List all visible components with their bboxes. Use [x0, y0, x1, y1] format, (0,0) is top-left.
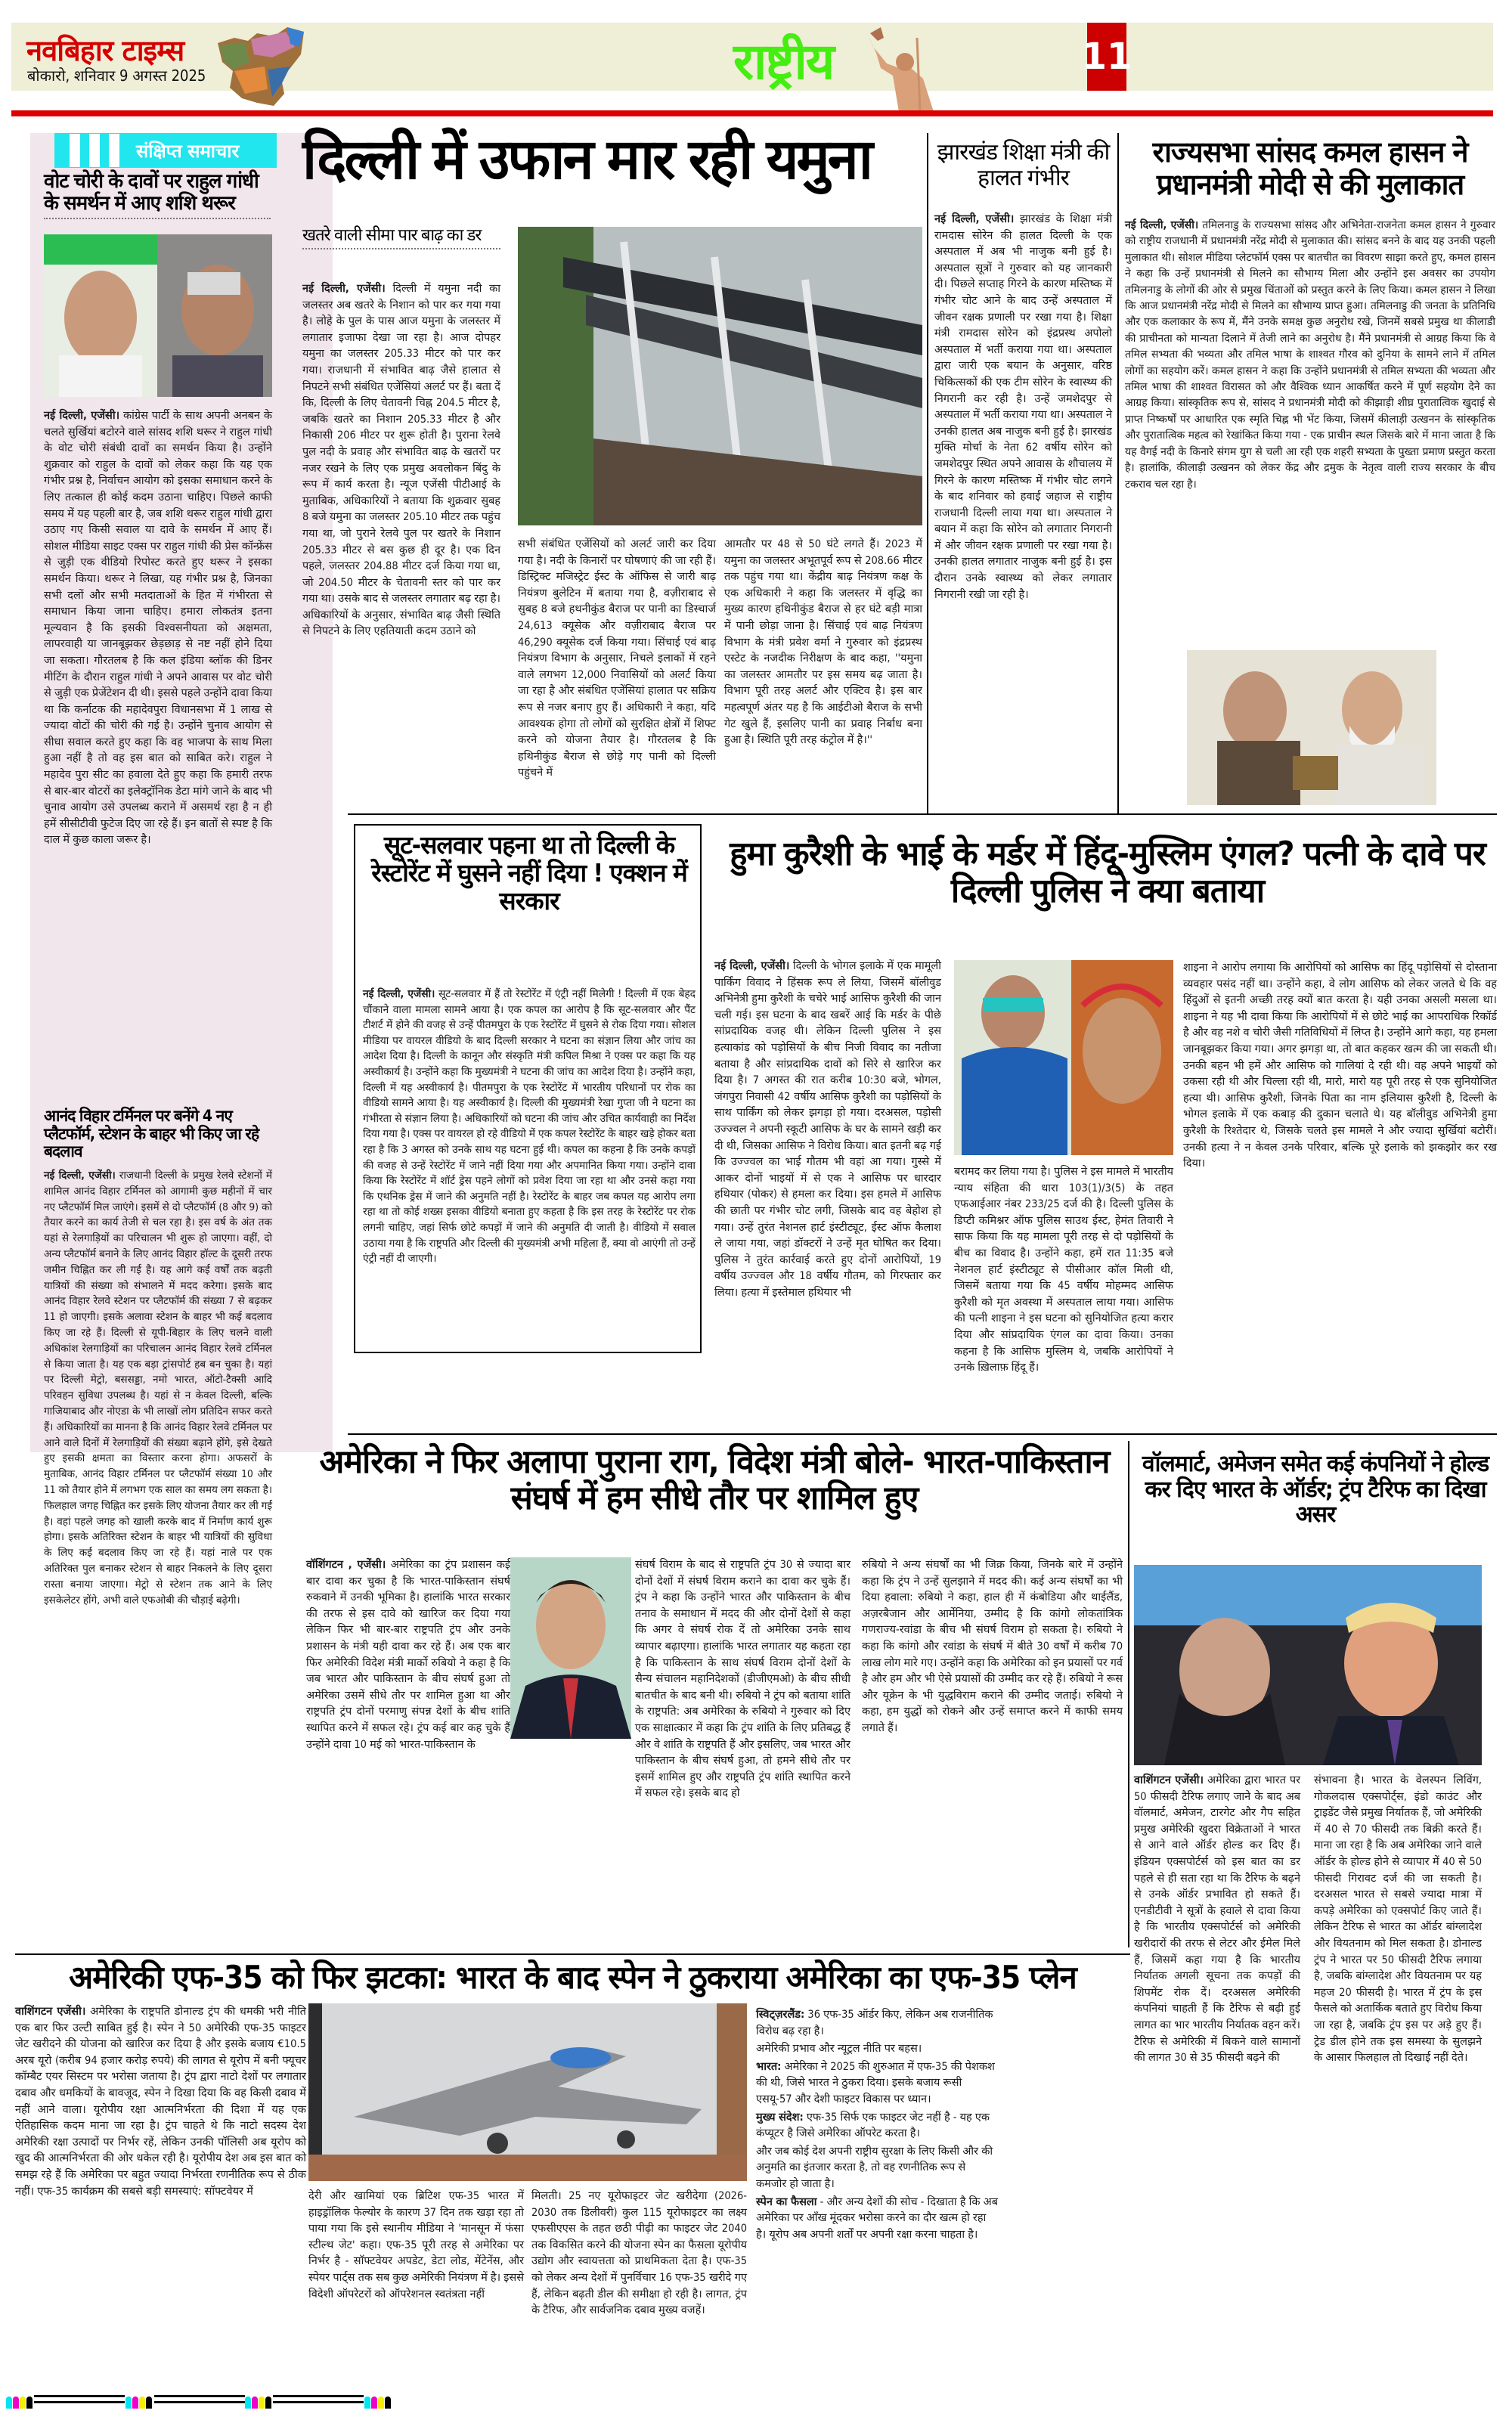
bullet-label: मुख्य संदेश:: [756, 2111, 804, 2124]
huma-col3: शाइना ने आरोप लगाया कि आरोपियों को आसिफ का हिंदू पड़ोसियों से दोस्ताना व्यवहार पसंद नहीं था। उन्होंने कहा, वे लोग आसिफ को लेकर जलते थे कि वह हिंदुओं से इतनी अच्छी तरह क्यों बात करता है। यही उनका असली मसला था। शाइना ने यह भी दावा किया कि आरोपियों में से छोटे भाई का आपराधिक रिकॉर्ड है और वह नशे व चोरी जैसी गतिविधियों में लिप्त है। उन्होंने आगे कहा, यह हमला जानबूझकर किया गया। अगर झगड़ा था, तो बात कहकर खत्म की जा सकती थी। उनकी बहन भी हमें और आसिफ को गालियां दे रही थी। वह अपने भाइयों को उकसा रही थी और चिल्ला रही थी, मारो, मारो यह पूरी तरह से एक सुनियोजित हत्या थी। आसिफ कुरैशी, जिनके पिता का नाम इलियास कुरैशी है, दिल्ली के भोगल इलाके में एक कबाड़ की दुकान चलाते थे। यह बॉलीवुड अभिनेत्री हुमा कुरैशी के रिश्तेदार थे, जिसके चलते इस मामले ने और ज्यादा सुर्खियां बटोरीं। उनकी हत्या ने न केवल उनके परिवार, बल्कि पूरे इलाके को झकझोर कर रख दिया।: [1183, 962, 1497, 1170]
brief-section-tag: [54, 133, 277, 168]
kamal-headline: राज्यसभा सांसद कमल हासन ने प्रधानमंत्री मोदी से की मुलाकात: [1152, 135, 1468, 201]
kamal-body: [1125, 218, 1495, 493]
bullet-text: एफ-35 सिर्फ एक फाइटर जेट नहीं है - यह एक कंप्यूटर है जिसे अमेरिका ऑपरेट करता है।: [756, 2111, 990, 2140]
bullet-label: स्पेन का फैसला: [756, 2195, 817, 2208]
brief-tag-label: संक्षिप्त समाचार: [136, 140, 240, 162]
huma-col1: [714, 959, 941, 1301]
usa-pak-col1: [306, 1557, 510, 1753]
yamuna-bridge-photo: [518, 227, 922, 525]
brief-story1-text: कांग्रेस पार्टी के साथ अपनी अनबन के चलते सुर्खियां बटोरने वाले सांसद शशि थरूर ने राहुल गांधी के वोट चोरी संबंधी दावों का समर्थन किया है। उन्होंने शुक्रवार को राहुल के दावों को लेकर कहा कि यह एक गंभीर प्रश्न है, निर्वाचन आयोग को इसका समाधान करने के लिए तत्काल ही कोई कदम उठाना चाहिए। पिछले काफी समय में यह पहली बार है, जब शशि थरूर राहुल गांधी द्वारा उठाए गए किसी सवाल या दावे के समर्थन में आए हैं। सोशल मीडिया साइट एक्स पर राहुल गांधी की प्रेस कॉन्फ्रेंस से जुड़ी एक वीडियो रिपोस्ट करते हुए थरूर ने इसका समर्थन किया। थरूर ने लिखा, यह गंभीर प्रश्न है, जिनका सभी दलों और सभी मतदाताओं के हित में गंभीरता से समाधान किया जाना चाहिए। हमारा लोकतंत्र इतना मूल्यवान है कि इसकी विश्वसनीयता को अक्षमता, लापरवाही या जानबूझकर छेड़छाड़ से नष्ट नहीं होने दिया जा सकता। गौरतलब है कि कल इंडिया ब्लॉक की डिनर मीटिंग के दौरान राहुल गांधी ने अपने आवास पर वोट चोरी से जुड़ी एक प्रेजेंटेशन दी थी। इससे पहले उन्होंने दावा किया था कि कर्नाटक की महादेवपुरा विधानसभा में 1 लाख से ज्यादा वोटों की चोरी की गई है। उन्होंने चुनाव आयोग से सीधा सवाल करते हुए कहा कि वह भाजपा के साथ मिला हुआ नहीं है तो वह इस बात को साबित करे। राहुल ने महादेव पुरा सीट का हवाला देते हुए कहा कि हमारी तरफ से बार-बार वोटरों का इलेक्ट्रॉनिक डेटा मांगे जाने के बाद भी चुनाव आयोग उसे उपलब्ध कराने में असमर्थ रहा है न ही हमें सीसीटीवी फुटेज दिए जा रहे हैं। इन बातों से स्पष्ट है कि दाल में कुछ काला जरूर है।: [44, 410, 272, 847]
jharkhand-body: [934, 212, 1112, 603]
bullet-label: स्विट्ज़रलैंड:: [756, 2009, 805, 2021]
edition-dateline: बोकारो, शनिवार 9 अगस्त 2025: [27, 67, 206, 85]
register-line: [273, 2395, 364, 2406]
bullet-text: और जब कोई देश अपनी राष्ट्रीय सुरक्षा के लिए किसी और की अनुमति का इंतजार करता है, तो वह रणनीतिक रूप से कमजोर हो जाता है।: [756, 2145, 993, 2190]
page-number-box: 11: [1087, 23, 1126, 91]
bridge-photo-icon: [518, 227, 922, 525]
f35-bullet-switzerland: [756, 2007, 998, 2040]
rubio-portrait-icon: [510, 1557, 631, 1739]
f35-dateline: वाशिंगटन एजेंसी।: [15, 2005, 86, 2018]
masthead-rule: [11, 110, 1493, 116]
statue-illustration-icon: [850, 23, 941, 112]
f35-bullet-list: [756, 2007, 998, 2243]
yamuna-col2: सभी संबंधित एजेंसियों को अलर्ट जारी कर दिया गया है। नदी के किनारों पर घोषणाएं की जा रही हैं। डिस्ट्रिक्ट मजिस्ट्रेट ईस्ट के ऑफिस से जारी बाढ़ नियंत्रण बुलेटिन में बताया गया है, वज़ीराबाद से सुबह 8 बजे हथनीकुंड बैराज पर पानी का डिस्चार्ज 24,613 क्यूसेक और वज़ीराबाद बैराज पर 46,290 क्यूसेक दर्ज किया गया। सिंचाई एवं बाढ़ नियंत्रण विभाग के अनुसार, निचले इलाकों में रहने वाले लगभग 12,000 निवासियों को अलर्ट किया जा रहा है और संबंधित एजेंसियां हालात पर सक्रिय रूप से नजर बनाए हुए हैं। अधिकारी ने कहा, यदि आवश्यक होगा तो लोगों को सुरक्षित क्षेत्रों में शिफ्ट करने को योजना तैयार है। गौरतलब है कि हथिनीकुंड बैराज से छोड़े गए पानी को दिल्ली पहुंचने में: [518, 538, 716, 779]
f35-headline: अमेरिकी एफ-35 को फिर झटका: भारत के बाद स्पेन ने ठुकराया अमेरिका का एफ-35 प्लेन: [69, 1959, 1077, 1996]
yamuna-col1-text: दिल्ली में यमुना नदी का जलस्तर अब खतरे के निशान को पार कर गया गया है। लोहे के पुल के पास आज यमुना के जलस्तर में लगातार इजाफा देखा जा रहा है। आज दोपहर यमुना का जलस्तर 205.33 मीटर को पार कर गया। राजधानी में संभावित बाढ़ जैसे हालात से निपटने सभी संबंधित एजेंसियां अलर्ट पर हैं। बता दें कि, दिल्ली के लिए चेतावनी चिह्न 204.5 मीटर है, जबकि खतरे का निशान 205.33 मीटर है और निकासी 206 मीटर पर शुरू होती है। पुराना रेलवे पुल नदी के प्रवाह और संभावित बाढ़ के खतरों पर नजर रखने के लिए एक प्रमुख अवलोकन बिंदु के रूप में कार्य करता है। न्यूज एजेंसी पीटीआई के मुताबिक, अधिकारियों ने बताया कि शुक्रवार सुबह 8 बजे यमुना का जलस्तर 205.10 मीटर तक पहुंच गया था, जो पुराने रेलवे पुल पर खतरे के निशान 205.33 मीटर से बस कुछ ही दूर है। एक दिन पहले, जलस्तर 204.88 मीटर दर्ज किया गया था, जो 204.50 मीटर के चेतावनी स्तर को पार कर गया था। उसके बाद से जलस्तर लगातार बढ़ रहा है। अधिकारियों के अनुसार, संभावित बाढ़ जैसी स्थिति से निपटने के लिए एहतियाती कदम उठाने को: [302, 283, 500, 638]
walmart-col1-text: अमेरिका द्वारा भारत पर 50 फीसदी टैरिफ लगाए जाने के बाद अब वॉलमार्ट, अमेजन, टारगेट और गैप सहित प्रमुख अमेरिकी खुदरा विक्रेताओं ने भारत से आने वाले ऑर्डर होल्ड कर दिए हैं। इंडियन एक्सपोर्टर्स को इस बात का डर पहले से ही सता रहा था कि टैरिफ के बढ़ने से उनके ऑर्डर प्रभावित हो सकते हैं। एनडीटीवी ने सूत्रों के हवाले से दावा किया है कि भारतीय एक्सपोर्टर्स को अमेरिकी खरीदारों की तरफ से लेटर और ईमेल मिले हैं, जिसमें कहा गया है कि भारतीय निर्यातक अगली सूचना तक कपड़ों की शिपमेंट रोक दें। दरअसल अमेरिकी कंपनियां चाहती हैं कि टैरिफ से बढ़ी हुई लागत का भार भारतीय निर्यातक वहन करें। टैरिफ से अमेरिकी में बिकने वाले सामानों की लागत 30 से 35 फीसदी बढ़ने की: [1134, 1774, 1300, 2065]
cmyk-register-mark-icon: [6, 2396, 33, 2409]
walmart-dateline: वाशिंगटन एजेंसी।: [1134, 1774, 1204, 1786]
section-divider: [15, 1953, 1130, 1955]
bullet-text: अमेरिकी प्रभाव और न्यूट्रल नीति पर बहस।: [756, 2043, 922, 2056]
f35-bullet-spain: [756, 2195, 998, 2244]
bullet-label: भारत:: [756, 2060, 782, 2073]
kamal-text: तमिलनाडु के राज्यसभा सांसद और अभिनेता-राजनेता कमल हासन ने गुरुवार को राष्ट्रीय राजधानी में प्रधानमंत्री नरेंद्र मोदी से मुलाकात की। सांसद बनने के बाद यह उनकी पहली मुलाकात थी। सोशल मीडिया प्लेटफॉर्म एक्स पर बातचीत का विवरण साझा करते हुए, कमल हासन ने कहा कि उन्हें प्रधानमंत्री से मिलने का सौभाग्य मिला और उन्होंने इस अवसर का उपयोग तमिलनाडु के लोगों की ओर से प्रमुख चिंताओं को प्रस्तुत करने के लिए किया। कमल हासन ने लिखा कि आज प्रधानमंत्री नरेंद्र मोदी से मिलने का सौभाग्य प्राप्त हुआ। तमिलनाडु की जनता के प्रतिनिधि और एक कलाकार के रूप में, मैंने उनके समक्ष कुछ अनुरोध रखे, जिनमें सबसे प्रमुख था कीलाडी की प्राचीनता को मान्यता दिलाने में तेजी लाने का अनुरोध है। मैंने प्रधानमंत्री से आग्रह किया कि वे तमिल सभ्यता की भव्यता और तमिल भाषा के शाश्वत गौरव को दुनिया के सामने लाने में तमिल लोगों का सहयोग करें। कमल हासन ने कहा कि उन्होंने प्रधानमंत्री से तमिल सभ्यता की भव्यता और तमिल भाषा की शाश्वत विरासत को और वैश्विक ध्यान आकर्षित करने में पूर्ण सहयोग देने का आग्रह किया। सांस्कृतिक रूप से, सांसद ने प्रधानमंत्री मोदी को कीझाड़ी शीघ्र पुरातात्विक खुदाई से प्राप्त निष्कर्षों पर आधारित एक स्मृति चिह्न भी भेंट किया, जिसमें कीलाड़ी उत्खनन के सांस्कृतिक और पुरातात्विक महत्व को रेखांकित किया गया - एक प्राचीन स्थल जिसके बारे में माना जाता है कि यह वैगई नदी के किनारे संगम युग से चली आ रही एक शहरी सभ्यता के पुख्ता प्रमाण प्रस्तुत करता है। हालांकि, कीलाड़ी उत्खनन को लेकर केंद्र और द्रमुक के नेतृत्व वाली राज्य सरकार के बीच टकराव चल रहा है।: [1125, 219, 1495, 491]
brief-story1-body: [44, 408, 272, 849]
yamuna-dateline: नई दिल्ली, एजेंसी।: [302, 283, 386, 295]
yamuna-col3: आमतौर पर 48 से 50 घंटे लगते हैं। 2023 में यमुना का जलस्तर अभूतपूर्व रूप से 208.66 मीटर तक पहुंच गया था। केंद्रीय बाढ़ नियंत्रण कक्ष के एक अधिकारी ने कहा कि जलस्तर में वृद्धि का मुख्य कारण हथिनीकुंड बैराज से हर घंटे बड़ी मात्रा में पानी छोड़ा जाना है। सिंचाई एवं बाढ़ नियंत्रण विभाग के मंत्री प्रवेश वर्मा ने गुरुवार को इंद्रप्रस्थ एस्टेट के नजदीक निरीक्षण के बाद कहा, ''यमुना का जलस्तर आमतौर पर इस समय बढ़ जाता है। विभाग पूरी तरह अलर्ट और एक्टिव है। इस बार महत्वपूर्ण अंतर यह है कि आईटीओ बैराज के सभी गेट खुले हैं, इसलिए पानी का प्रवाह निर्बाध बना हुआ है। स्थिति पूरी तरह कंट्रोल में है।'': [724, 538, 922, 747]
register-line: [154, 2395, 245, 2406]
huma-col2: बरामद कर लिया गया है। पुलिस ने इस मामले में भारतीय न्याय संहिता की धारा 103(1)/3(5) के तहत एफआईआर नंबर 233/25 दर्ज की है। दिल्ली पुलिस के डिप्टी कमिश्नर ऑफ पुलिस साउथ ईस्ट, हेमंत तिवारी ने साफ किया कि यह मामला पूरी तरह से दो पड़ोसियों के बीच का विवाद है। उन्होंने कहा, हमें रात 11:35 बजे नेशनल हार्ट इंस्टीट्यूट से पीसीआर कॉल मिली थी, जिसमें बताया गया कि 45 वर्षीय मोहम्मद आसिफ कुरैशी को मृत अवस्था में अस्पताल लाया गया। आसिफ की पत्नी शाइना ने इस घटना को सुनियोजित हत्या करार दिया और सांप्रदायिक एंगल का दावा किया। उनका कहना है कि आसिफ मुस्लिम थे, जबकि आरोपियों ने उनके ख़िलाफ़ हिंदू हैं।: [954, 1166, 1173, 1374]
cmyk-register-mark-icon: [125, 2396, 152, 2409]
bullet-text: - और अन्य देशों की सोच - दिखाता है कि अब अमेरिका पर आँख मूंदकर भरोसा करने का दौर खत्म हो रहा है। यूरोप अब अपनी शर्तों पर अपनी रक्षा करना चाहता है।: [756, 2195, 999, 2241]
f35-col1-text: अमेरिका के राष्ट्रपति डोनाल्ड ट्रंप की धमकी भरी नीति एक बार फिर उल्टी साबित हुई है। स्पेन ने 50 अमेरिकी एफ-35 फाइटर जेट खरीदने की योजना को खारिज कर दिया है और इसके बजाय €10.5 अरब यूरो (करीब 94 हजार करोड़ रुपये) की लागत से यूरोप में बनी फ्यूचर कॉम्बैट एयर सिस्टम पर भरोसा जताया है। ट्रंप द्वारा नाटो देशों पर लगातार दबाव और धमकियों के बावजूद, स्पेन ने दिखा दिया कि वह किसी दबाव में नहीं आने वाला। यूरोपीय रक्षा आत्मनिर्भरता की दिशा में यह एक ऐतिहासिक कदम माना जा रहा है। ट्रंप चाहते थे कि नाटो सदस्य देश अमेरिकी रक्षा उत्पादों पर निर्भर रहें, लेकिन उनकी पॉलिसी अब यूरोप को खुद की आत्मनिर्भरता की ओर धकेल रही है। यूरोपीय देश अब इस बात को समझ रहे हैं कि अमेरिका पर बहुत ज्यादा निर्भरता रणनीतिक रूप से ठीक नहीं। एफ-35 कार्यक्रम की सबसे बड़ी समस्याएं: सॉफ्टवेयर में: [15, 2005, 306, 2198]
restaurant-headline: सूट-सलवार पहना था तो दिल्ली के रेस्टोरेंट में घुसने नहीं दिया ! एक्शन में सरकार: [371, 830, 687, 916]
usa-pak-headline: अमेरिका ने फिर अलापा पुराना राग, विदेश मंत्री बोले- भारत-पाकिस्तान संघर्ष में हम सीधे तौर पर शामिल हुए: [319, 1443, 1110, 1518]
meeting-photo-icon: [1187, 650, 1436, 805]
brief-story2-dateline: नई दिल्ली, एजेंसी।: [44, 1170, 116, 1182]
modi-trump-amazon-photo: [1134, 1565, 1482, 1765]
usa-pak-dateline: वॉशिंगटन , एजेंसी।: [306, 1559, 386, 1571]
brief-story1-headline: वोट चोरी के दावों पर राहुल गांधी के समर्थन में आए शशि थरूर: [44, 171, 271, 219]
walmart-headline: वॉलमार्ट, अमेजन समेत कई कंपनियों ने होल्ड कर दिए भारत के ऑर्डर; ट्रंप टैरिफ का दिखा असर: [1142, 1451, 1489, 1529]
brief-story2-body: [44, 1168, 272, 1608]
f35-bullet-key-message: [756, 2110, 998, 2142]
portrait-photo-icon: [44, 234, 272, 397]
newspaper-brand: नवबिहार टाइम्स: [26, 34, 184, 67]
yamuna-col1: [302, 281, 500, 640]
column-rule: [927, 133, 928, 813]
f35-bullet-india: [756, 2059, 998, 2108]
huma-case-photo: [954, 960, 1173, 1155]
cmyk-register-mark-icon: [364, 2396, 391, 2409]
brief-story1-dateline: नई दिल्ली, एजेंसी।: [44, 410, 120, 422]
f35-bullet-debate: [756, 2041, 998, 2058]
huma-col1-text: दिल्ली के भोगल इलाके में एक मामूली पार्किंग विवाद ने हिंसक रूप ले लिया, जिसमें बॉलीवुड अभिनेत्री हुमा कुरैशी के चचेरे भाई आसिफ कुरैशी की जान चली गई। इस घटना के बाद खबरें आई कि मर्डर के पीछे सांप्रदायिक वजह थी। लेकिन दिल्ली पुलिस ने इस हत्याकांड को पड़ोसियों के बीच निजी विवाद का नतीजा बताया है और सांप्रदायिक दावों को सिरे से खारिज कर दिया है। 7 अगस्त की रात करीब 10:30 बजे, भोगल, जंगपुरा निवासी 42 वर्षीय आसिफ कुरैशी का पड़ोसियों के साथ पार्किंग को लेकर झगड़ा हो गया। दरअसल, पड़ोसी उज्ज्वल ने अपनी स्कूटी आसिफ के घर के सामने खड़ी कर दी थी, जिसका आसिफ ने विरोध किया। बात इतनी बढ़ गई कि उज्ज्वल का भाई गौतम भी वहां आ गया। गुस्से में आकर दोनों भाइयों में से एक ने आसिफ पर धारदार हथियार (पोकर) से हमला कर दिया। इस हमले में आसिफ की छाती पर गंभीर चोट लगी, जिसके बाद वह बेहोश हो गया। उन्हें तुरंत नेशनल हार्ट इंस्टीट्यूट, ईस्ट ऑफ कैलाश ले जाया गया, जहां डॉक्टरों ने उन्हें मृत घोषित कर दिया। पुलिस ने तुरंत कार्रवाई करते हुए दोनों आरोपियों, 19 वर्षीय उज्ज्वल और 18 वर्षीय गौतम, को गिरफ्तार कर लिया। हत्या में इस्तेमाल हथियार भी: [714, 960, 941, 1299]
section-divider: [348, 1433, 1497, 1435]
bullet-text: 36 एफ-35 ऑर्डर किए, लेकिन अब राजनीतिक विरोध बढ़ रहा है।: [756, 2009, 993, 2037]
walmart-col2: संभावना है। भारत के वेलस्पन लिविंग, गोकलदास एक्सपोर्ट्स, इंडो काउंट और ट्राइडेंट जैसे प्रमुख निर्यातक हैं, जो अमेरिकी में 40 से 70 फीसदी तक बिक्री करते हैं। माना जा रहा है कि अब अमेरिका जाने वाले ऑर्डर के होल्ड होने से व्यापार में 40 से 50 फीसदी गिरावट दर्ज की जा सकती है। दरअसल भारत से सबसे ज्यादा मात्रा में कपड़े अमेरिका को एक्सपोर्ट किए जाते हैं। लेकिन टैरिफ से भारत का ऑर्डर बांग्लादेश और वियतनाम को मिल सकता है। डोनाल्ड ट्रंप ने भारत पर 50 फीसदी टैरिफ लगाया है, जबकि बांग्लादेश और वियतनाम पर यह महज 20 फीसदी है। भारत में ट्रंप के इस फैसले को अतार्किक बताते हुए विरोध किया जा रहा है, जबकि ट्रंप इस पर अड़े हुए हैं। ट्रेड डील होने तक इस समस्या के सुलझने के आसार फिलहाल तो दिखाई नहीं देते।: [1314, 1774, 1482, 2065]
rubio-photo: [510, 1557, 631, 1739]
f35-col2: देरी और खामियां एक ब्रिटिश एफ-35 भारत में हाइड्रॉलिक फेल्योर के कारण 37 दिन तक खड़ा रहा तो पाया गया कि इसे स्थानीय मीडिया ने 'मानसून में फंसा स्टील्थ जेट' कहा। एफ-35 पूरी तरह से अमेरिका पर निर्भर है - सॉफ्टवेयर अपडेट, डेटा लोड, मेंटेनेंस, और स्पेयर पार्ट्स तक सब कुछ अमेरिकी नियंत्रण में है। इससे विदेशी ऑपरेटरों को ऑपरेशनल स्वतंत्रता नहीं: [308, 2190, 524, 2300]
restaurant-body: [363, 987, 696, 1267]
usa-pak-col3: रुबियो ने अन्य संघर्षों का भी जिक्र किया, जिनके बारे में उन्होंने कहा कि ट्रंप ने उन्हें सुलझाने में मदद की। कई अन्य संघर्षों का भी दिया हवाला: रुबियो ने कहा, हाल ही में कंबोडिया और थाईलैंड, अज़रबैजान और आर्मेनिया, उम्मीद है कि कांगो लोकतांत्रिक गणराज्य-रवांडा के बीच भी संघर्ष विराम हो सकता है। रुबियो ने कहा कि कांगो और रवांडा के संघर्ष में बीते 30 वर्षों में करीब 70 लाख लोग मारे गए। उन्होंने कहा कि अमेरिका को इन प्रयासों पर गर्व है और हम और भी ऐसे प्रयासों की उम्मीद कर रहे हैं। रुबियो ने रूस और यूक्रेन के भी युद्धविराम कराने की उम्मीद जताई। रुबियो ने कहा, हम युद्धों को रोकने और उन्हें समाप्त करने में काफी समय लगाते हैं।: [862, 1559, 1123, 1734]
section-title: राष्ट्रीय: [733, 33, 834, 91]
f35-col1: [15, 2003, 306, 2199]
jharkhand-headline: झारखंड शिक्षा मंत्री की हालत गंभीर: [937, 139, 1110, 191]
huma-headline: हुमा कुरैशी के भाई के मर्डर में हिंदू-मुस्लिम एंगल? पत्नी के दावे पर दिल्ली पुलिस ने क्या बताया: [730, 835, 1486, 911]
column-rule: [1128, 1441, 1129, 1947]
cmyk-register-mark-icon: [245, 2396, 271, 2409]
section-divider: [348, 813, 1497, 815]
rahul-tharoor-photo: [44, 234, 272, 397]
jharkhand-text: झारखंड के शिक्षा मंत्री रामदास सोरेन की हालत दिल्ली के एक अस्पताल में अब भी नाजुक बनी हुई है। अस्पताल सूत्रों ने गुरुवार को यह जानकारी दी। पिछले सप्ताह गिरने के कारण मस्तिष्क में गंभीर चोट आने के बाद उन्हें अस्पताल में जीवन रक्षक प्रणाली पर रखा गया है। शिक्षा मंत्री रामदास सोरेन को इंद्रप्रस्थ अपोलो अस्पताल में भर्ती कराया गया था। अस्पताल द्वारा जारी एक बयान के अनुसार, वरिष्ठ चिकित्सकों की एक टीम सोरेन के स्वास्थ्य की निगरानी कर रही है। उन्हें जमशेदपुर से अस्पताल में भर्ती कराया गया था। अस्पताल ने उनकी हालत अब नाजुक बनी हुई है। झारखंड मुक्ति मोर्चा के नेता 62 वर्षीय सोरेन को जमशेदपुर स्थित अपने आवास के शौचालय में गिरने के कारण मस्तिष्क में गंभीर चोट लगने के बाद शनिवार को हवाई जहाज से राष्ट्रीय राजधानी दिल्ली लाया गया था। अस्पताल ने बयान में कहा कि सोरेन को लगातार निगरानी में और जीवन रक्षक प्रणाली पर रखा गया है। उनकी हालत लगातार नाजुक बनी हुई है। इस दौरान उनके स्वास्थ्य को लेकर लगातार निगरानी रखी जा रही है।: [934, 213, 1112, 601]
f35-col3: मिलती। 25 नए यूरोफाइटर जेट खरीदेगा (2026-2030 तक डिलीवरी) कुल 115 यूरोफाइटर का लक्ष्य एफसीएएस के तहत छठी पीढ़ी का फाइटर जेट 2040 तक विकसित करने की योजना स्पेन का फैसला यूरोपीय उद्योग और स्वायत्तता को प्राथमिकता देता है। एफ-35 को लेकर अन्य देशों में पुनर्विचार 16 एफ-35 खरीदे गए हैं, लेकिन बढ़ती डील की समीक्षा हो रही है। लागत, ट्रंप के टैरिफ, और सार्वजनिक दबाव मुख्य वजहें।: [531, 2190, 747, 2317]
f35-jet-photo: [308, 2003, 747, 2181]
huma-dateline: नई दिल्ली, एजेंसी।: [714, 960, 790, 972]
usa-pak-col1-text: अमेरिका का ट्रंप प्रशासन कई बार दावा कर चुका है कि भारत-पाकिस्तान संघर्ष रुकवाने में उनकी भूमिका है। हालांकि भारत सरकार की तरफ से इस दावे को खारिज कर दिया गया लेकिन फिर भी बार-बार राष्ट्रपति ट्रंप और उनके प्रशासन के मंत्री यही दावा कर रहे हैं। अब एक बार फिर अमेरिकी विदेश मंत्री मार्को रुबियो ने कहा है कि जब भारत और पाकिस्तान के बीच संघर्ष हुआ तो अमेरिका उसमें सीधे तौर पर शामिल हुआ था और राष्ट्रपति ट्रंप दोनों परमाणु संपन्न देशों के बीच शांति स्थापित करने में सफल रहे। ट्रंप कई बार कह चुके हैं उन्होंने दावा 10 मई को भारत-पाकिस्तान के: [306, 1559, 510, 1751]
jharkhand-dateline: नई दिल्ली, एजेंसी।: [934, 213, 1015, 225]
register-line: [34, 2395, 125, 2406]
jharkhand-map-collage-icon: [212, 24, 310, 109]
brief-story2-text: राजधानी दिल्ली के प्रमुख रेलवे स्टेशनों में शामिल आनंद विहार टर्मिनल को आगामी कुछ महीनों में चार नए प्लैटफॉर्म मिल जाएंगे। इसमें से दो प्लैटफॉर्म (8 और 9) को तैयार करने का कार्य तेजी से चल रहा है। इस वर्ष के अंत तक यहां से रेलगाड़ियों का परिचालन भी शुरू हो जाएगा। वहीं, दो अन्य प्लैटफॉर्म बनाने के लिए आनंद विहार हॉल्ट के दूसरी तरफ जमीन चिह्नित कर ली गई है। यह आगे कई वर्षों तक बढ़ती यात्रियों की संख्या को संभालने में मदद करेगा। इसके बाद आनंद विहार रेलवे स्टेशन पर प्लैटफॉर्म की संख्या 7 से बढ़कर 11 हो जाएगी। इसके अलावा स्टेशन के बाहर भी कई बदलाव किए जा रहे हैं। दिल्ली से यूपी-बिहार के लिए चलने वाली अधिकांश रेलगाड़ियों का परिचालन आनंद विहार रेलवे टर्मिनल से किया जाता है। यह एक बड़ा ट्रांसपोर्ट हब बन चुका है। यहां पर दिल्ली मेट्रो, बससड्डा, नमो भारत, ऑटो-टैक्सी आदि परिवहन सुविधा उपलब्ध है। यहां से न केवल दिल्ली, बल्कि गाजियाबाद और नोएडा के भी लाखों लोग प्रतिदिन सफर करते हैं। अधिकारियों का मानना है कि आनंद विहार रेलवे टर्मिनल पर आने वाले दिनों में रेलगाड़ियों की संख्या बढ़ाने होंगे, इसे देखते हुए इसकी क्षमता का विस्तार करना होगा। अफसरों के मुताबिक, आनंद विहार टर्मिनल पर प्लैटफॉर्म संख्या 10 और 11 को तैयार होने में लगभग एक साल का समय लग सकता है। फिलहाल जगह चिह्नित कर इसके लिए योजना तैयार कर ली गई है। वहां पहले जगह को खाली करके बाद में निर्माण कार्य शुरू होगा। इसके अतिरिक्त स्टेशन के बाहर भी यात्रियों की सुविधा के लिए कई बदलाव किए जा रहे हैं। यहां नाले पर एक अतिरिक्त पुल बनाकर स्टेशन से बाहर निकलने के लिए दूसरा रास्ता बनाया जाएगा। मेट्रो से स्टेशन तक आने के लिए इसकेलेटर होंगे, अभी वाले एफओबी की चौड़ाई बढ़ेगी।: [44, 1170, 272, 1606]
kamal-dateline: नई दिल्ली, एजेंसी।: [1125, 219, 1199, 231]
yamuna-headline: दिल्ली में उफान मार रही यमुना: [302, 127, 871, 192]
restaurant-dateline: नई दिल्ली, एजेंसी।: [363, 988, 435, 1000]
bullet-text: अमेरिका ने 2025 की शुरुआत में एफ-35 की पेशकश की थी, जिसे भारत ने ठुकरा दिया। इसके बजाय रूसी एसयू-57 और देशी फाइटर विकास पर ध्यान।: [756, 2060, 995, 2105]
fighter-jet-photo-icon: [308, 2003, 747, 2181]
f35-bullet-security: [756, 2144, 998, 2193]
victim-wife-photo-icon: [954, 960, 1173, 1155]
walmart-col1: [1134, 1773, 1300, 2067]
usa-pak-col2: संघर्ष विराम के बाद से राष्ट्रपति ट्रंप 30 से ज्यादा बार दोनों देशों में संघर्ष विराम कराने का दावा कर चुके हैं। ट्रंप ने कहा कि उन्होंने भारत और पाकिस्तान के बीच तनाव के समाधान में मदद की और दोनों देशों से कहा कि अगर वे संघर्ष रोक दें तो अमेरिका उनके साथ व्यापार बढ़ाएगा। हालांकि भारत लगातार यह कहता रहा है कि पाकिस्तान के साथ संघर्ष विराम दोनों देशों के सैन्य संचालन महानिदेशकों (डीजीएमओ) के बीच सीधी बातचीत के बाद बनी थी। रुबियो ने ट्रंप को बताया शांति के राष्ट्रपति: अब अमेरिका के रुबियो ने गुरुवार को दिए एक साक्षात्कार में कहा कि ट्रंप शांति के लिए प्रतिबद्ध हैं और वे शांति के राष्ट्रपति हैं और इसलिए, जब भारत और पाकिस्तान के बीच संघर्ष हुआ, तो हमने सीधे तौर पर इसमें शामिल हुए और राष्ट्रपति ट्रंप शांति स्थापित करने में सफल रहे। इसके बाद हो: [635, 1559, 850, 1800]
restaurant-text: सूट-सलवार में हैं तो रेस्टोरेंट में एंट्री नहीं मिलेगी ! दिल्ली में एक बेहद चौंकाने वाला मामला सामने आया है। एक कपल का आरोप है कि सूट-सलवार और पैंट टीशर्ट में होने की वजह से उन्हें पीतमपुरा के एक रेस्टोरेंट में घुसने से रोक दिया गया। सोशल मीडिया पर वायरल वीडियो के बाद दिल्ली सरकार ने घटना का संज्ञान लिया और जांच का आदेश दिया है। दिल्ली के कानून और संस्कृति मंत्री कपिल मिश्रा ने एक्स पर कहा कि यह अस्वीकार्य है। उन्होंने कहा कि मुख्यमंत्री ने घटना की जांच का आदेश दिया है। उन्होंने कहा, दिल्ली में यह अस्वीकार्य है। पीतमपुरा के एक रेस्टोरेंट में भारतीय परिधानों पर रोक का वीडियो सामने आया है। यह अस्वीकार्य है। दिल्ली की मुख्यमंत्री रेखा गुप्ता जी ने घटना का गंभीरता से संज्ञान लिया है। अधिकारियों को घटना की जांच और उचित कार्यवाही का निर्देश दिया गया है। एक्स पर वायरल हो रहे वीडियो में एक कपल रेस्टोरेंट के बाहर खड़े होकर बता रहा है कि 3 अगस्त को उनके साथ यह घटना हुई थी। कपल का कहना है कि उनके कपड़ों की वजह से उन्हें रेस्टोरेंट में जाने नहीं दिया गया और अपमानित किया गया। उन्होंने दावा किया कि रेस्टोरेंट में शॉर्ट ड्रेस पहने लोगों को प्रवेश दिया जा रहा था और उनसे कहा गया कि एथनिक ड्रेस में जाने की अनुमति नहीं है। रेस्टोरेंट के बाहर जब कपल यह आरोप लगा रहा था तो कोई शख्स इसका वीडियो बनाता हुए कहता है कि इस तरह के रेस्टोरेंट पर रोक लगनी चाहिए, जहां सिर्फ छोटे कपड़ों में जाने की अनुमति दी जाती है। वीडियो में सवाल उठाया गया है कि राष्ट्रपति और दिल्ली की मुख्यमंत्री अभी महिला हैं, क्या वो आएंगी तो उन्हें एंट्री नहीं दी जाएगी।: [363, 988, 696, 1266]
brief-story2-headline: आनंद विहार टर्मिनल पर बनेंगे 4 नए प्लैटफॉर्म, स्टेशन के बाहर भी किए जा रहे बदलाव: [44, 1107, 259, 1161]
yamuna-subhead: खतरे वाली सीमा पार बाढ़ का डर: [302, 227, 500, 249]
column-rule: [1117, 133, 1119, 813]
modi-trump-photo-icon: [1134, 1565, 1482, 1765]
tag-bars-icon: [70, 134, 119, 167]
kamal-modi-photo: [1187, 650, 1436, 805]
